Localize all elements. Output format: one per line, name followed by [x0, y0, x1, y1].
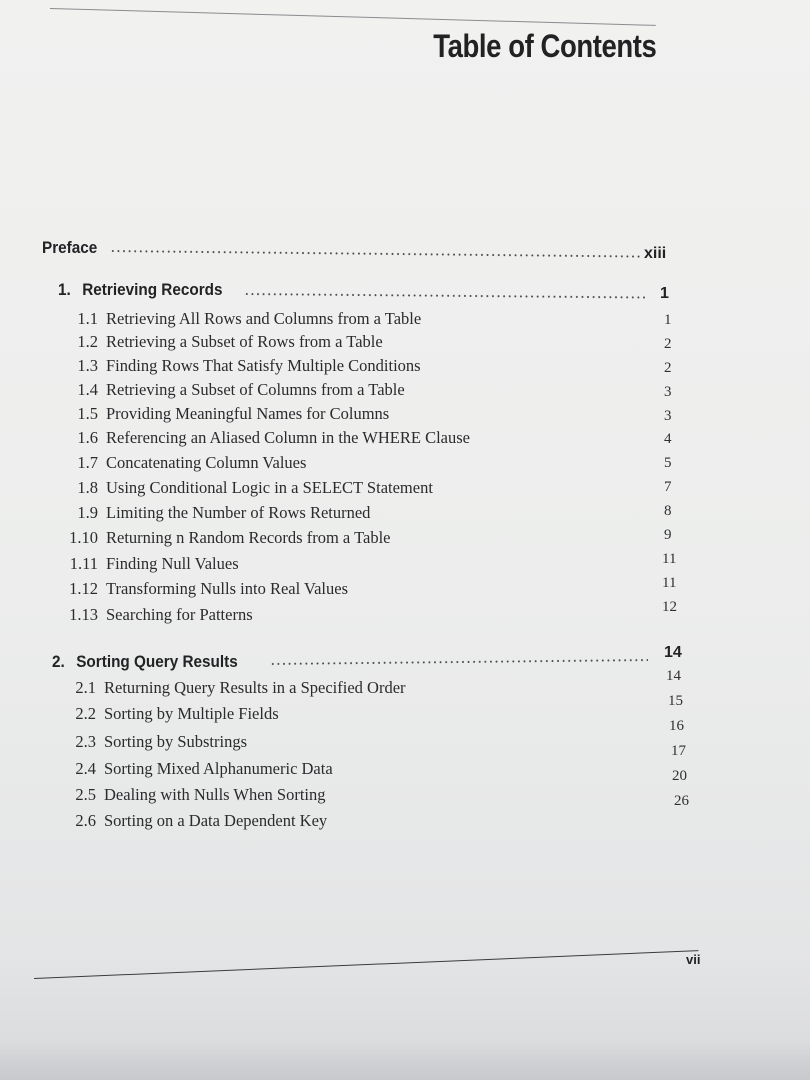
list-item: 1.9 Limiting the Number of Rows Returned	[77, 503, 371, 522]
section-page: 4	[664, 431, 672, 447]
section-page: 3	[664, 384, 672, 400]
preface-leader	[110, 248, 640, 264]
section-page: 3	[664, 408, 672, 424]
section-page: 8	[664, 503, 672, 519]
list-item: 1.1 Retrieving All Rows and Columns from a Table	[77, 309, 422, 328]
list-item: 2.1 Returning Query Results in a Specified Order	[75, 678, 406, 697]
preface-label: Preface	[42, 238, 98, 257]
section-page: 20	[672, 768, 687, 784]
chapter-1-heading	[58, 280, 223, 300]
page-shadow	[0, 1040, 810, 1080]
section-page: 12	[662, 599, 677, 615]
chapter-2-page: 14	[664, 644, 682, 661]
chapter-1-leader	[244, 291, 648, 305]
chapter-2-leader	[270, 657, 648, 671]
list-item: 1.8 Using Conditional Logic in a SELECT Statement	[77, 478, 433, 497]
chapter-number: 1.	[58, 280, 71, 299]
section-page: 2	[664, 360, 672, 376]
page-folio: vii	[686, 952, 701, 967]
chapter-title: Retrieving Records	[82, 280, 223, 299]
section-page: 14	[666, 668, 681, 684]
list-item: 1.11 Finding Null Values	[69, 554, 239, 573]
chapter-title: Sorting Query Results	[76, 652, 238, 671]
list-item: 1.5 Providing Meaningful Names for Columns	[77, 404, 390, 423]
list-item: 1.10 Returning n Random Records from a Table	[69, 528, 391, 547]
list-item: 1.2 Retrieving a Subset of Rows from a Table	[77, 332, 383, 351]
list-item: 1.12 Transforming Nulls into Real Values	[69, 579, 348, 598]
page-title: Table of Contents	[432, 28, 656, 64]
list-item: 2.2 Sorting by Multiple Fields	[75, 704, 279, 723]
list-item: 1.7 Concatenating Column Values	[77, 453, 307, 472]
section-page: 9	[664, 527, 672, 543]
chapter-2-heading	[52, 652, 238, 672]
list-item: 2.4 Sorting Mixed Alphanumeric Data	[75, 759, 333, 778]
preface-page: xiii	[644, 245, 667, 262]
section-page: 5	[664, 455, 672, 471]
list-item: 2.5 Dealing with Nulls When Sorting	[75, 785, 326, 804]
list-item: 1.3 Finding Rows That Satisfy Multiple Conditions	[77, 356, 421, 375]
list-item: 2.3 Sorting by Substrings	[75, 732, 248, 751]
chapter-number: 2.	[52, 652, 65, 671]
chapter-1-page: 1	[660, 285, 669, 302]
section-page: 11	[662, 551, 677, 567]
list-item: 1.4 Retrieving a Subset of Columns from a Table	[77, 380, 405, 399]
section-page: 17	[671, 743, 686, 759]
list-item: 2.6 Sorting on a Data Dependent Key	[75, 811, 328, 830]
section-page: 7	[664, 479, 672, 495]
section-page: 11	[662, 575, 677, 591]
section-page: 1	[664, 312, 672, 328]
section-page: 15	[668, 693, 683, 709]
section-page: 26	[674, 793, 689, 809]
section-page: 16	[669, 718, 684, 734]
list-item: 1.13 Searching for Patterns	[69, 605, 253, 624]
list-item: 1.6 Referencing an Aliased Column in the WHERE Clause	[77, 428, 470, 447]
section-page: 2	[664, 336, 672, 352]
